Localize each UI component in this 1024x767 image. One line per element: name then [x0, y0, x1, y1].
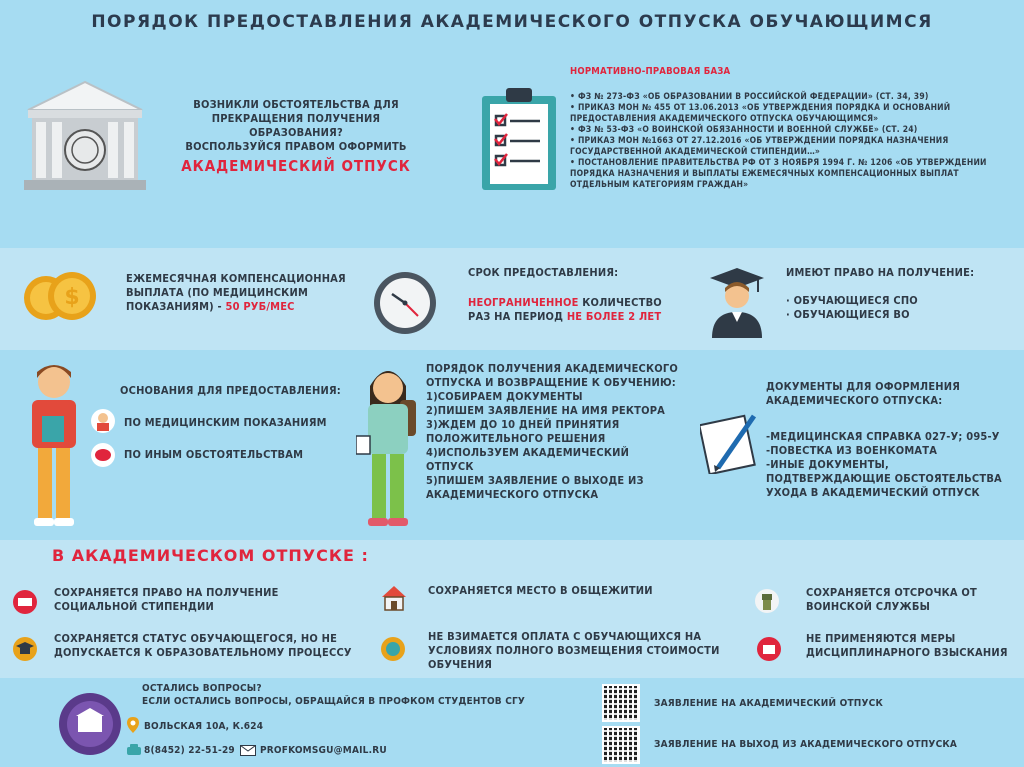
eligible-item: · ОБУЧАЮЩИЕСЯ ВО — [786, 308, 910, 321]
intro-text — [160, 98, 432, 176]
eligible-heading: ИМЕЮТ ПРАВО НА ПОЛУЧЕНИЕ: — [786, 266, 975, 279]
during-item — [806, 586, 1016, 614]
payment-line: ПОКАЗАНИЯМ) - — [126, 300, 222, 313]
during-item-line: УСЛОВИЯХ ПОЛНОГО ВОЗМЕЩЕНИЯ СТОИМОСТИ — [428, 644, 720, 657]
link-return-application[interactable]: ЗАЯВЛЕНИЕ НА ВЫХОД ИЗ АКАДЕМИЧЕСКОГО ОТПУСКА — [654, 739, 958, 750]
footer-email[interactable]: PROFKOMSGU@MAIL.RU — [260, 745, 387, 756]
medical-icon — [90, 408, 116, 434]
clipboard-checklist-icon — [478, 86, 560, 194]
during-item — [428, 584, 728, 598]
during-heading: В АКАДЕМИЧЕСКОМ ОТПУСКЕ : — [52, 546, 369, 565]
legal-heading: НОРМАТИВНО-ПРАВОВАЯ БАЗА — [570, 66, 731, 77]
period-text-part: КОЛИЧЕСТВО — [578, 296, 662, 309]
during-item — [54, 632, 374, 660]
footer-address: ВОЛЬСКАЯ 10А, К.624 — [144, 721, 264, 732]
legal-item: • ПРИКАЗ МОН №1663 ОТ 27.12.2016 «ОБ УТВЕРЖДЕНИИ ПОРЯДКА НАЗНАЧЕНИЯ ГОСУДАРСТВЕННОЙ АКАДЕМИЧЕСКОЙ СТИПЕНДИИ…» — [570, 136, 949, 157]
during-item-line: СОХРАНЯЕТСЯ ПРАВО НА ПОЛУЧЕНИЕ — [54, 586, 279, 599]
other-reasons-icon — [90, 442, 116, 468]
period-max: НЕ БОЛЕЕ 2 ЛЕТ — [566, 310, 662, 323]
coins-icon — [22, 266, 100, 328]
legal-item: • ПОСТАНОВЛЕНИЕ ПРАВИТЕЛЬСТВА РФ ОТ 3 НОЯБРЯ 1994 Г. № 1206 «ОБ УТВЕРЖДЕНИИ ПОРЯДКА НАЗНАЧЕНИЯ И ВЫПЛАТЫ ЕЖЕМЕСЯЧНЫХ КОМПЕНСАЦИОННЫХ ВЫПЛАТ ОТДЕЛЬНЫМ КАТЕГОРИЯМ ГРАЖДАН» — [570, 158, 987, 190]
legal-list — [570, 92, 1010, 191]
documents-line: -ПОВЕСТКА ИЗ ВОЕНКОМАТА — [766, 444, 938, 457]
during-item-line: ДИСЦИПЛИНАРНОГО ВЗЫСКАНИЯ — [806, 646, 1008, 659]
footer-question-line: ОСТАЛИСЬ ВОПРОСЫ? — [142, 683, 262, 694]
dormitory-house-icon — [380, 584, 408, 612]
document-pen-icon — [700, 410, 760, 474]
grounds-item-medical: ПО МЕДИЦИНСКИМ ПОКАЗАНИЯМ — [124, 416, 327, 429]
profkom-logo — [58, 692, 122, 756]
procedure-line: 4)ИСПОЛЬЗУЕМ АКАДЕМИЧЕСКИЙ — [426, 446, 630, 459]
during-item — [806, 632, 1020, 660]
location-pin-icon — [126, 716, 140, 734]
intro-line: ВОЗНИКЛИ ОБСТОЯТЕЛЬСТВА ДЛЯ — [193, 98, 399, 111]
stipend-icon — [12, 589, 38, 615]
period-text — [468, 266, 698, 324]
during-item-line: НЕ ПРИМЕНЯЮТСЯ МЕРЫ — [806, 632, 956, 645]
eligible-text — [786, 266, 1006, 322]
email-icon — [240, 745, 256, 756]
documents-line: -ИНЫЕ ДОКУМЕНТЫ, — [766, 458, 889, 471]
legal-item: • ФЗ № 273-ФЗ «ОБ ОБРАЗОВАНИИ В РОССИЙСКОЙ ФЕДЕРАЦИИ» (СТ. 34, 39) — [570, 92, 929, 102]
documents-text — [766, 380, 1022, 500]
eligible-item: · ОБУЧАЮЩИЕСЯ СПО — [786, 294, 918, 307]
payment-line: ВЫПЛАТА (ПО МЕДИЦИНСКИМ — [126, 286, 309, 299]
procedure-line: 1)СОБИРАЕМ ДОКУМЕНТЫ — [426, 390, 583, 403]
link-leave-application[interactable]: ЗАЯВЛЕНИЕ НА АКАДЕМИЧЕСКИЙ ОТПУСК — [654, 698, 884, 709]
procedure-line: ПОРЯДОК ПОЛУЧЕНИЯ АКАДЕМИЧЕСКОГО — [426, 362, 679, 375]
phone-icon — [126, 744, 142, 756]
documents-line: ПОДТВЕРЖДАЮЩИЕ ОБСТОЯТЕЛЬСТВА — [766, 472, 1002, 485]
period-heading: СРОК ПРЕДОСТАВЛЕНИЯ: — [468, 266, 619, 279]
documents-heading: ДОКУМЕНТЫ ДЛЯ ОФОРМЛЕНИЯ — [766, 380, 961, 393]
qr-code-return-application[interactable] — [602, 726, 640, 764]
legal-item: • ФЗ № 53-ФЗ «О ВОИНСКОЙ ОБЯЗАННОСТИ И ВОЕННОЙ СЛУЖБЕ» (СТ. 24) — [570, 125, 918, 135]
documents-line: УХОДА В АКАДЕМИЧЕСКИЙ ОТПУСК — [766, 486, 980, 499]
procedure-line: ОТПУСКА И ВОЗВРАЩЕНИЕ К ОБУЧЕНИЮ: — [426, 376, 676, 389]
payment-amount: 50 РУБ/МЕС — [225, 300, 295, 313]
legal-item: • ПРИКАЗ МОН № 455 ОТ 13.06.2013 «ОБ УТВЕРЖДЕНИЯ ПОРЯДКА И ОСНОВАНИЙ ПРЕДОСТАВЛЕНИЯ АКАДЕМИЧЕСКОГО ОТПУСКА ОБУЧАЮЩИМСЯ» — [570, 103, 951, 124]
procedure-line: 2)ПИШЕМ ЗАЯВЛЕНИЕ НА ИМЯ РЕКТОРА — [426, 404, 666, 417]
intro-line: ВОСПОЛЬЗУЙСЯ ПРАВОМ ОФОРМИТЬ — [185, 140, 407, 153]
grounds-heading: ОСНОВАНИЯ ДЛЯ ПРЕДОСТАВЛЕНИЯ: — [120, 384, 341, 397]
during-item — [54, 586, 354, 614]
during-item-line: СОХРАНЯЕТСЯ МЕСТО В ОБЩЕЖИТИИ — [428, 584, 653, 597]
military-icon — [754, 588, 780, 614]
page-title: ПОРЯДОК ПРЕДОСТАВЛЕНИЯ АКАДЕМИЧЕСКОГО ОТПУСКА ОБУЧАЮЩИМСЯ — [91, 12, 933, 32]
payment-line: ЕЖЕМЕСЯЧНАЯ КОМПЕНСАЦИОННАЯ — [126, 272, 346, 285]
during-item-line: ВОИНСКОЙ СЛУЖБЫ — [806, 600, 931, 613]
no-payment-icon — [380, 636, 406, 662]
student-status-icon — [12, 636, 38, 662]
documents-heading: АКАДЕМИЧЕСКОГО ОТПУСКА: — [766, 394, 943, 407]
clock-icon — [372, 270, 438, 336]
period-text-part: РАЗ НА ПЕРИОД — [468, 310, 567, 323]
period-unlimited: НЕОГРАНИЧЕННОЕ — [468, 296, 579, 309]
during-item-line: ОБУЧЕНИЯ — [428, 658, 493, 671]
grounds-item-other: ПО ИНЫМ ОБСТОЯТЕЛЬСТВАМ — [124, 448, 304, 461]
intro-line: ОБРАЗОВАНИЯ? — [249, 126, 343, 139]
no-discipline-icon — [756, 636, 782, 662]
footer-questions — [142, 682, 582, 708]
footer-question-line: ЕСЛИ ОСТАЛИСЬ ВОПРОСЫ, ОБРАЩАЙСЯ В ПРОФКОМ СТУДЕНТОВ СГУ — [142, 696, 526, 707]
footer-phone[interactable]: 8(8452) 22-51-29 — [144, 745, 235, 756]
student-boy-illustration — [24, 356, 84, 530]
during-item — [428, 630, 748, 672]
during-item-line: ДОПУСКАЕТСЯ К ОБРАЗОВАТЕЛЬНОМУ ПРОЦЕССУ — [54, 646, 352, 659]
procedure-line: 3)ЖДЕМ ДО 10 ДНЕЙ ПРИНЯТИЯ — [426, 418, 620, 431]
procedure-line: АКАДЕМИЧЕСКОГО ОТПУСКА — [426, 488, 599, 501]
qr-code-leave-application[interactable] — [602, 684, 640, 722]
intro-highlight: АКАДЕМИЧЕСКИЙ ОТПУСК — [181, 157, 411, 175]
procedure-text — [426, 362, 716, 502]
payment-text — [126, 272, 366, 314]
procedure-line: ОТПУСК — [426, 460, 474, 473]
student-girl-illustration — [356, 360, 420, 530]
during-item-line: СОЦИАЛЬНОЙ СТИПЕНДИИ — [54, 600, 214, 613]
during-item-line: СОХРАНЯЕТСЯ ОТСРОЧКА ОТ — [806, 586, 977, 599]
svg-text:$: $ — [64, 285, 80, 310]
graduate-icon — [708, 266, 766, 338]
procedure-line: 5)ПИШЕМ ЗАЯВЛЕНИЕ О ВЫХОДЕ ИЗ — [426, 474, 644, 487]
university-building-icon — [22, 80, 148, 192]
documents-line: -МЕДИЦИНСКАЯ СПРАВКА 027-У; 095-У — [766, 430, 1000, 443]
during-item-line: НЕ ВЗИМАЕТСЯ ОПЛАТА С ОБУЧАЮЩИХСЯ НА — [428, 630, 702, 643]
during-item-line: СОХРАНЯЕТСЯ СТАТУС ОБУЧАЮЩЕГОСЯ, НО НЕ — [54, 632, 338, 645]
intro-line: ПРЕКРАЩЕНИЯ ПОЛУЧЕНИЯ — [211, 112, 381, 125]
procedure-line: ПОЛОЖИТЕЛЬНОГО РЕШЕНИЯ — [426, 432, 606, 445]
